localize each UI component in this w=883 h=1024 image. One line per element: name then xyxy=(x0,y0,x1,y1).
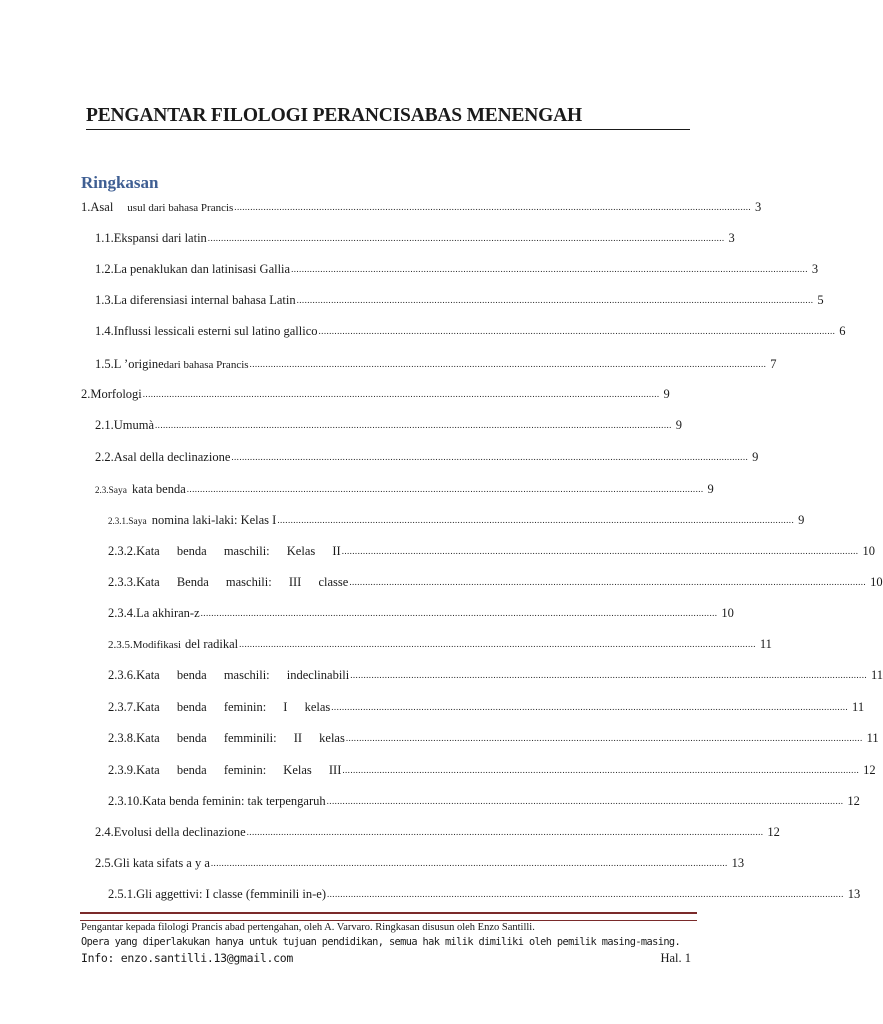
toc-label: Kata Benda maschili: III classe xyxy=(136,575,349,589)
toc-number: 2.3.7. xyxy=(108,700,137,714)
toc-label: La diferensiasi internal bahasa Latin xyxy=(113,293,296,307)
toc-leader-dots: ................................................................................................................................................................................................... xyxy=(207,233,725,243)
toc-entry[interactable] xyxy=(81,385,670,403)
toc-number: 1.3. xyxy=(95,293,114,307)
toc-page-number: 7 xyxy=(770,357,777,371)
toc-page-number: 9 xyxy=(663,387,670,401)
toc-entry[interactable] xyxy=(95,322,846,340)
toc-entry[interactable] xyxy=(108,604,734,622)
toc-label-continued: del radikal xyxy=(185,637,239,651)
toc-leader-dots: ................................................................................................................................................................................................... xyxy=(249,359,767,369)
toc-leader-dots: ................................................................................................................................................................................................... xyxy=(210,858,728,868)
footer-rights-line: Opera yang diperlakukan hanya untuk tujuan pendidikan, semua hak milik dimiliki oleh pemilik masing-masing. xyxy=(81,936,681,948)
toc-label: Asal della declinazione xyxy=(113,450,231,464)
toc-label: Kata benda maschili: indeclinabili xyxy=(136,668,350,682)
toc-entry[interactable] xyxy=(108,698,865,716)
toc-leader-dots: ................................................................................................................................................................................................... xyxy=(142,389,660,399)
toc-page-number: 10 xyxy=(862,544,875,558)
toc-page-number: 11 xyxy=(866,731,879,745)
toc-label-continued: dari bahasa Prancis xyxy=(163,359,249,371)
toc-label: Gli kata sifats a y a xyxy=(113,856,210,870)
summary-heading: Ringkasan xyxy=(81,173,159,192)
toc-label: Ekspansi dari latin xyxy=(113,231,207,245)
footer-page-number: Hal. 1 xyxy=(660,951,691,965)
toc-number: 2.3.8. xyxy=(108,731,137,745)
toc-leader-dots: ................................................................................................................................................................................................... xyxy=(155,420,672,430)
toc-leader-dots: ................................................................................................................................................................................................... xyxy=(186,484,704,494)
toc-leader-dots: ................................................................................................................................................................................................... xyxy=(350,670,867,680)
toc-number: 1.4. xyxy=(95,324,114,338)
toc-label: Kata benda maschili: Kelas II xyxy=(136,544,341,558)
toc-number: 2.3.10. xyxy=(108,794,143,808)
toc-page-number: 9 xyxy=(752,450,759,464)
toc-label: La penaklukan dan latinisasi Gallia xyxy=(113,262,291,276)
toc-entry[interactable] xyxy=(95,854,745,872)
toc-leader-dots: ................................................................................................................................................................................................... xyxy=(200,608,718,618)
toc-label-continued: usul dari bahasa Prancis xyxy=(127,202,234,214)
toc-number: 2.1. xyxy=(95,418,114,432)
toc-page-number: 10 xyxy=(870,575,883,589)
toc-leader-dots: ................................................................................................................................................................................................... xyxy=(326,796,844,806)
footer-credit-line: Pengantar kepada filologi Prancis abad pertengahan, oleh A. Varvaro. Ringkasan disusun oleh Enzo Santilli. xyxy=(81,922,535,933)
toc-label: La akhiran-z xyxy=(136,606,200,620)
toc-entry[interactable] xyxy=(108,885,861,903)
toc-label: Kata benda feminin: I kelas xyxy=(136,700,331,714)
toc-label: Evolusi della declinazione xyxy=(113,825,246,839)
toc-label: Influssi lessicali esterni sul latino gallico xyxy=(113,324,318,338)
toc-entry[interactable] xyxy=(95,448,759,466)
toc-entry[interactable] xyxy=(95,229,735,247)
toc-entry[interactable] xyxy=(108,542,875,560)
toc-leader-dots: ................................................................................................................................................................................................... xyxy=(246,827,764,837)
toc-entry[interactable] xyxy=(95,823,780,841)
toc-label: Gli aggettivi: I classe (femminili in-e) xyxy=(136,887,326,901)
toc-label: Kata benda femminili: II kelas xyxy=(136,731,345,745)
toc-label: nomina laki-laki: Kelas I xyxy=(151,513,277,527)
toc-number: 2.3.3. xyxy=(108,575,137,589)
toc-entry[interactable] xyxy=(95,480,714,498)
toc-page-number: 9 xyxy=(675,418,683,432)
toc-page-number: 12 xyxy=(767,825,780,839)
toc-leader-dots: ................................................................................................................................................................................................... xyxy=(341,546,859,556)
toc-label: Kata benda feminin: Kelas III xyxy=(136,763,342,777)
toc-number: 1.1. xyxy=(95,231,114,245)
footer-contact-email[interactable]: Info: enzo.santilli.13@gmail.com xyxy=(81,951,293,965)
toc-number: 2.3.5. xyxy=(108,639,133,651)
toc-label: Asal xyxy=(90,200,114,214)
toc-label: L ’origine xyxy=(113,357,164,371)
toc-number: 1.5. xyxy=(95,357,114,371)
toc-number: 2.2. xyxy=(95,450,114,464)
toc-leader-dots: ................................................................................................................................................................................................... xyxy=(234,202,752,212)
toc-page-number: 13 xyxy=(847,887,861,901)
footer-divider xyxy=(80,912,697,921)
toc-number: 1. xyxy=(81,200,91,214)
toc-page-number: 5 xyxy=(817,293,824,307)
toc-label-prefix: Saya xyxy=(108,486,127,496)
toc-number: 2.4. xyxy=(95,825,114,839)
toc-number: 2. xyxy=(81,387,91,401)
toc-leader-dots: ................................................................................................................................................................................................... xyxy=(318,326,836,336)
toc-leader-dots: ................................................................................................................................................................................................... xyxy=(331,702,849,712)
toc-entry[interactable] xyxy=(95,355,777,373)
toc-page-number: 11 xyxy=(852,700,865,714)
toc-number: 1.2. xyxy=(95,262,114,276)
toc-label: Kata benda feminin: tak terpengaruh xyxy=(142,794,326,808)
toc-page-number: 12 xyxy=(863,763,876,777)
toc-page-number: 12 xyxy=(847,794,860,808)
toc-label: Modifikasi xyxy=(132,639,182,651)
toc-entry[interactable] xyxy=(108,573,883,591)
toc-leader-dots: ................................................................................................................................................................................................... xyxy=(327,889,844,899)
toc-leader-dots: ................................................................................................................................................................................................... xyxy=(239,639,756,649)
toc-number: 2.3.6. xyxy=(108,668,137,682)
toc-page-number: 11 xyxy=(871,668,883,682)
toc-label: Morfologi xyxy=(90,387,142,401)
toc-label: Umumà xyxy=(113,418,155,432)
toc-number: 2.5.1. xyxy=(108,887,137,901)
toc-leader-dots: ................................................................................................................................................................................................... xyxy=(296,295,814,305)
toc-entry[interactable] xyxy=(108,511,805,529)
toc-page-number: 10 xyxy=(721,606,734,620)
toc-number: 2.3.2. xyxy=(108,544,137,558)
toc-entry[interactable] xyxy=(95,291,824,309)
toc-number: 2.3.1. xyxy=(108,516,129,526)
toc-number: 2.5. xyxy=(95,856,114,870)
toc-leader-dots: ................................................................................................................................................................................................... xyxy=(291,264,808,274)
toc-page-number: 3 xyxy=(728,231,735,245)
toc-leader-dots: ................................................................................................................................................................................................... xyxy=(349,577,867,587)
toc-entry[interactable] xyxy=(95,260,819,278)
toc-number: 2.3. xyxy=(95,485,109,495)
toc-leader-dots: ................................................................................................................................................................................................... xyxy=(277,515,795,525)
document-title: PENGANTAR FILOLOGI PERANCISABAS MENENGAH xyxy=(86,104,690,130)
toc-number: 2.3.9. xyxy=(108,763,137,777)
toc-entry[interactable] xyxy=(95,416,683,434)
toc-page-number: 3 xyxy=(755,200,762,214)
toc-entry[interactable] xyxy=(81,198,762,216)
toc-label: kata benda xyxy=(131,482,186,496)
toc-entry[interactable] xyxy=(108,761,876,779)
toc-page-number: 6 xyxy=(839,324,846,338)
toc-leader-dots: ................................................................................................................................................................................................... xyxy=(231,452,749,462)
toc-entry[interactable] xyxy=(108,635,772,653)
toc-page-number: 13 xyxy=(731,856,745,870)
toc-leader-dots: ................................................................................................................................................................................................... xyxy=(345,733,863,743)
toc-page-number: 9 xyxy=(707,482,714,496)
toc-label-prefix: Saya xyxy=(128,517,147,527)
toc-page-number: 9 xyxy=(798,513,805,527)
toc-entry[interactable] xyxy=(108,666,883,684)
toc-entry[interactable] xyxy=(108,729,879,747)
toc-page-number: 11 xyxy=(759,637,772,651)
toc-leader-dots: ................................................................................................................................................................................................... xyxy=(342,765,860,775)
toc-number: 2.3.4. xyxy=(108,606,137,620)
toc-entry[interactable] xyxy=(108,792,860,810)
toc-page-number: 3 xyxy=(811,262,819,276)
